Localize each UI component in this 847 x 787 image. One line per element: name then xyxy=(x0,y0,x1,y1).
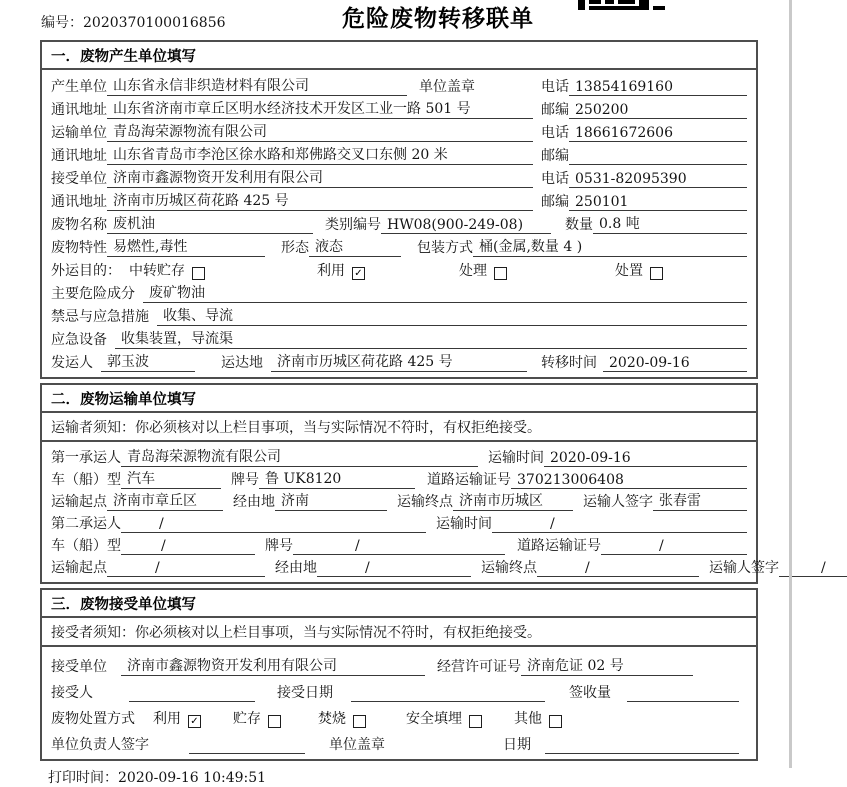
checkbox-storage xyxy=(192,267,205,280)
packaging-label: 包装方式 xyxy=(417,240,473,256)
producer-unit-label: 产生单位 xyxy=(51,79,107,95)
print-time-label: 打印时间： xyxy=(48,770,118,786)
origin-value: 济南市章丘区 xyxy=(107,490,223,511)
purpose-option-dispose xyxy=(615,260,663,280)
receive-date-label: 接受日期 xyxy=(277,685,333,701)
waste-name-label: 废物名称 xyxy=(51,217,107,233)
section-receiver-title: 三．废物接受单位填写 xyxy=(42,590,756,618)
waste-character-label: 废物特性 xyxy=(51,240,107,256)
section-transporter-title: 二．废物运输单位填写 xyxy=(42,385,756,413)
responsible-signature-value xyxy=(189,753,305,754)
via-value: 济南 xyxy=(275,490,387,511)
print-time-line xyxy=(48,767,796,787)
phone-label: 电话 xyxy=(541,125,569,141)
checkbox-store xyxy=(268,715,281,728)
license-number-label: 经营许可证号 xyxy=(437,659,521,675)
option-label: 利用 xyxy=(153,711,181,727)
row-receiver-address xyxy=(51,188,747,211)
receiving-unit-value: 济南市鑫源物资开发利用有限公司 xyxy=(121,655,425,676)
section-transporter xyxy=(40,383,826,584)
form-header xyxy=(0,0,796,40)
road-permit-value: 370213006408 xyxy=(511,472,747,489)
date-value xyxy=(545,753,739,754)
row-route-1 xyxy=(51,489,747,511)
emergency-equipment-label: 应急设备 xyxy=(51,332,107,348)
scan-page-edge xyxy=(789,0,792,768)
received-quantity-label: 签收量 xyxy=(569,685,611,701)
transporter-unit-label: 运输单位 xyxy=(51,125,107,141)
section-receiver-rows xyxy=(42,647,756,759)
row-transfer-purpose xyxy=(51,257,747,280)
transport-date-value: / xyxy=(492,516,747,533)
purpose-option-treat xyxy=(459,260,615,280)
row-transporter-unit xyxy=(51,119,747,142)
disposal-option-other xyxy=(514,708,562,728)
receive-date-value xyxy=(351,701,545,702)
form-state-value: 液态 xyxy=(309,236,401,257)
transfer-purpose-label: 外运目的： xyxy=(51,263,121,279)
section-receiver xyxy=(40,588,758,761)
via-value: / xyxy=(317,560,471,577)
page-title: 危险废物转移联单 xyxy=(342,6,534,32)
emergency-equipment-value: 收集装置，导流渠 xyxy=(115,328,747,349)
row-waste-name xyxy=(51,211,747,234)
receiver-unit-value: 济南市鑫源物资开发利用有限公司 xyxy=(107,167,533,188)
row-responsible-signature xyxy=(51,728,747,754)
transporter-notice: 运输者须知：你必须核对以上栏目事项，当与实际情况不符时，有权拒绝接受。 xyxy=(42,413,756,442)
zip-label: 邮编 xyxy=(541,194,569,210)
checkbox-utilize: ✓ xyxy=(188,715,201,728)
vehicle-type-value: / xyxy=(121,538,255,555)
terminus-label: 运输终点 xyxy=(481,560,537,576)
carrier-signature-value: / xyxy=(779,560,847,577)
row-waste-character xyxy=(51,234,747,257)
quantity-value: 0.8 吨 xyxy=(593,213,747,234)
row-receiver-unit xyxy=(51,165,747,188)
disposal-option-incinerate xyxy=(318,708,406,728)
road-permit-label: 道路运输证号 xyxy=(427,472,511,488)
option-label: 其他 xyxy=(514,711,542,727)
serial-number-label: 编号： xyxy=(41,15,83,31)
transport-date-value: 2020-09-16 xyxy=(544,450,747,467)
consignor-label: 发运人 xyxy=(51,355,93,371)
carrier-signature-label: 运输人签字 xyxy=(583,494,653,510)
origin-value: / xyxy=(107,560,265,577)
second-carrier-value: / xyxy=(121,516,426,533)
first-carrier-value: 青岛海荣源物流有限公司 xyxy=(121,446,478,467)
emergency-measures-label: 禁忌与应急措施 xyxy=(51,309,149,325)
transport-date-label: 运输时间 xyxy=(488,450,544,466)
transport-date-label: 运输时间 xyxy=(436,516,492,532)
zip-value xyxy=(569,164,747,165)
disposal-option-store xyxy=(233,708,318,728)
zip-value: 250200 xyxy=(569,102,747,119)
first-carrier-label: 第一承运人 xyxy=(51,450,121,466)
category-code-label: 类别编号 xyxy=(325,217,381,233)
second-carrier-label: 第二承运人 xyxy=(51,516,121,532)
option-label: 焚烧 xyxy=(318,711,346,727)
category-code-value: HW08(900-249-08) xyxy=(381,217,551,234)
checkbox-landfill xyxy=(469,715,482,728)
phone-label: 电话 xyxy=(541,171,569,187)
road-permit-label: 道路运输证号 xyxy=(517,538,601,554)
vehicle-type-label: 车（船）型 xyxy=(51,472,121,488)
plate-number-label: 牌号 xyxy=(231,472,259,488)
unit-seal-label: 单位盖章 xyxy=(329,737,385,753)
terminus-label: 运输终点 xyxy=(397,494,453,510)
serial-number-value: 2020370100016856 xyxy=(83,15,226,31)
destination-label: 运达地 xyxy=(221,355,263,371)
checkbox-incinerate xyxy=(353,715,366,728)
transfer-date-value: 2020-09-16 xyxy=(603,355,747,372)
address-label: 通讯地址 xyxy=(51,102,107,118)
row-second-carrier xyxy=(51,511,747,533)
receiver-person-value xyxy=(129,701,255,702)
checkbox-treat xyxy=(494,267,507,280)
plate-number-value: 鲁 UK8120 xyxy=(259,468,415,489)
via-label: 经由地 xyxy=(233,494,275,510)
carrier-signature-value: 张春雷 xyxy=(653,490,747,511)
hazard-component-value: 废矿物油 xyxy=(143,282,747,303)
option-label: 利用 xyxy=(317,263,345,279)
row-emergency-equipment xyxy=(51,326,747,349)
print-time-value: 2020-09-16 10:49:51 xyxy=(118,770,267,786)
quantity-label: 数量 xyxy=(565,217,593,233)
license-number-value: 济南危证 02 号 xyxy=(521,655,693,676)
row-disposal-method xyxy=(51,702,747,728)
transporter-unit-value: 青岛海荣源物流有限公司 xyxy=(107,121,533,142)
date-label: 日期 xyxy=(503,737,531,753)
hazard-component-label: 主要危险成分 xyxy=(51,286,135,302)
address-label: 通讯地址 xyxy=(51,148,107,164)
via-label: 经由地 xyxy=(275,560,317,576)
address-label: 通讯地址 xyxy=(51,194,107,210)
phone-value: 18661672606 xyxy=(569,125,747,142)
row-receiving-unit xyxy=(51,650,747,676)
transfer-form-table xyxy=(40,40,826,761)
producer-unit-value: 山东省永信非织造材料有限公司 xyxy=(107,75,407,96)
disposal-option-utilize xyxy=(153,708,233,728)
purpose-option-utilize xyxy=(317,260,459,280)
row-route-2 xyxy=(51,555,826,577)
address-value: 济南市历城区荷花路 425 号 xyxy=(107,190,533,211)
zip-value: 250101 xyxy=(569,194,747,211)
row-receiver-person xyxy=(51,676,747,702)
vehicle-type-label: 车（船）型 xyxy=(51,538,121,554)
checkbox-utilize: ✓ xyxy=(352,267,365,280)
origin-label: 运输起点 xyxy=(51,494,107,510)
phone-label: 电话 xyxy=(541,79,569,95)
unit-seal-label: 单位盖章 xyxy=(419,79,475,95)
option-label: 处置 xyxy=(615,263,643,279)
row-consignor xyxy=(51,349,747,372)
option-label: 处理 xyxy=(459,263,487,279)
checkbox-dispose xyxy=(650,267,663,280)
emergency-measures-value: 收集、导流 xyxy=(157,305,747,326)
row-first-carrier xyxy=(51,445,747,467)
row-hazard-component xyxy=(51,280,747,303)
row-emergency-measures xyxy=(51,303,747,326)
plate-number-label: 牌号 xyxy=(265,538,293,554)
disposal-method-label: 废物处置方式 xyxy=(51,711,135,727)
consignor-value: 郭玉波 xyxy=(101,351,195,372)
terminus-value: 济南市历城区 xyxy=(453,490,573,511)
phone-value: 0531-82095390 xyxy=(569,171,747,188)
received-quantity-value xyxy=(627,701,739,702)
plate-number-value: / xyxy=(293,538,505,555)
zip-label: 邮编 xyxy=(541,102,569,118)
option-label: 中转贮存 xyxy=(129,263,185,279)
qr-code-fragment xyxy=(578,0,668,11)
waste-name-value: 废机油 xyxy=(107,213,313,234)
row-producer-unit xyxy=(51,73,747,96)
row-vehicle-type-2 xyxy=(51,533,747,555)
terminus-value: / xyxy=(537,560,699,577)
option-label: 安全填埋 xyxy=(406,711,462,727)
receiver-notice: 接受者须知：你必须核对以上栏目事项，当与实际情况不符时，有权拒绝接受。 xyxy=(42,618,756,647)
disposal-option-landfill xyxy=(406,708,514,728)
option-label: 贮存 xyxy=(233,711,261,727)
row-vehicle-type-1 xyxy=(51,467,747,489)
responsible-signature-label: 单位负责人签字 xyxy=(51,737,149,753)
checkbox-other xyxy=(549,715,562,728)
address-value: 山东省济南市章丘区明水经济技术开发区工业一路 501 号 xyxy=(107,98,533,119)
receiver-person-label: 接受人 xyxy=(51,685,93,701)
phone-value: 13854169160 xyxy=(569,79,747,96)
row-producer-address xyxy=(51,96,747,119)
waste-character-value: 易燃性,毒性 xyxy=(107,236,265,257)
form-state-label: 形态 xyxy=(281,240,309,256)
section-producer-title: 一．废物产生单位填写 xyxy=(42,42,756,70)
road-permit-value: / xyxy=(601,538,747,555)
vehicle-type-value: 汽车 xyxy=(121,468,221,489)
packaging-value: 桶(金属,数量 4 ) xyxy=(473,236,747,257)
transfer-date-label: 转移时间 xyxy=(541,355,597,371)
origin-label: 运输起点 xyxy=(51,560,107,576)
row-transporter-address xyxy=(51,142,747,165)
section-producer-rows xyxy=(42,70,756,377)
purpose-option-storage xyxy=(129,260,317,280)
receiver-unit-label: 接受单位 xyxy=(51,171,107,187)
section-producer xyxy=(40,40,758,379)
destination-value: 济南市历城区荷花路 425 号 xyxy=(271,351,527,372)
zip-label: 邮编 xyxy=(541,148,569,164)
section-transporter-rows xyxy=(42,442,826,582)
address-value: 山东省青岛市李沧区徐水路和郑佛路交叉口东侧 20 米 xyxy=(107,144,533,165)
carrier-signature-label: 运输人签字 xyxy=(709,560,779,576)
receiving-unit-label: 接受单位 xyxy=(51,659,107,675)
